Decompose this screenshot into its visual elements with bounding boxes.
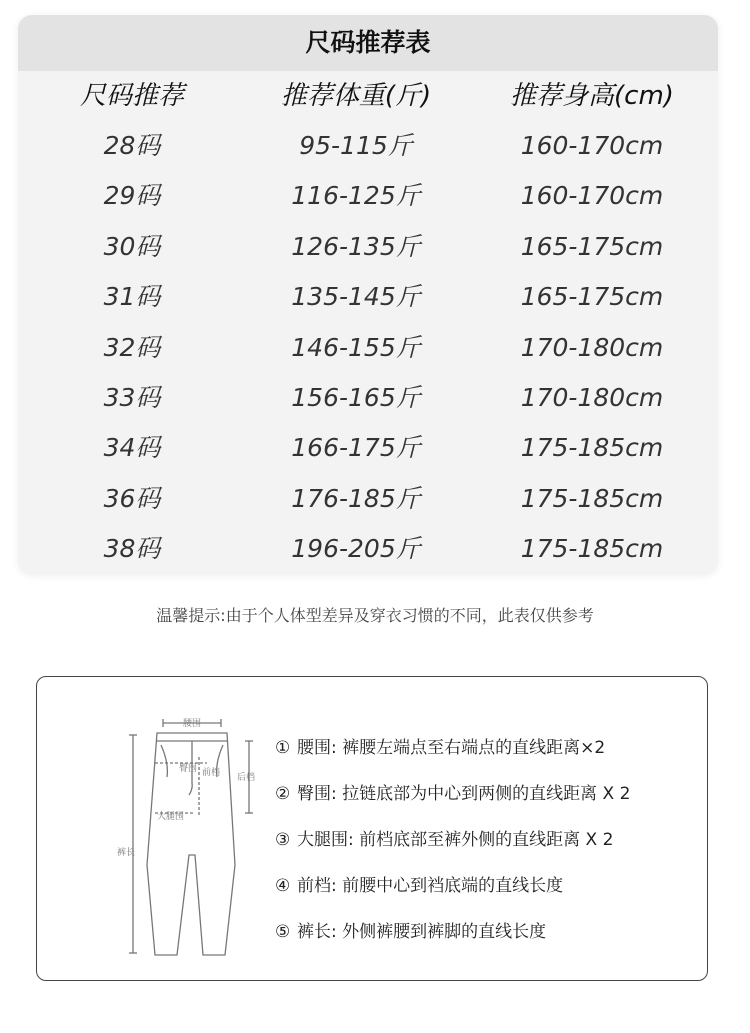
size-row <box>18 121 718 171</box>
item-number: ⑤ <box>275 922 291 942</box>
measurement-item <box>275 863 630 909</box>
size-row <box>18 423 718 473</box>
height-cell: 165-175cm <box>520 231 664 261</box>
weight-cell: 156-165斤 <box>291 382 421 412</box>
size-chart-title: 尺码推荐表 <box>18 15 718 71</box>
item-text: 腰围: 裤腰左端点至右端点的直线距离×2 <box>297 738 606 758</box>
item-number: ② <box>275 784 291 804</box>
weight-cell: 135-145斤 <box>291 282 421 312</box>
label-thigh: 大腿围 <box>157 812 185 822</box>
size-row <box>18 222 718 272</box>
item-number: ① <box>275 738 291 758</box>
height-cell: 165-175cm <box>520 282 664 312</box>
disclaimer-note: 温馨提示:由于个人体型差异及穿衣习惯的不同，此表仅供参考 <box>156 606 594 625</box>
item-text: 前档: 前腰中心到裆底端的直线长度 <box>297 876 564 896</box>
size-chart-card <box>18 15 718 575</box>
weight-cell: 146-155斤 <box>291 332 421 362</box>
label-front-rise: 前档 <box>202 768 221 778</box>
size-cell: 33码 <box>103 382 161 412</box>
height-cell: 175-185cm <box>520 433 664 463</box>
height-cell: 160-170cm <box>520 181 664 211</box>
measurement-item <box>275 725 630 771</box>
height-cell: 175-185cm <box>520 483 664 513</box>
size-row <box>18 524 718 574</box>
pants-diagram <box>77 705 267 960</box>
measurement-list <box>275 725 630 955</box>
header-size: 尺码推荐 <box>79 81 184 111</box>
height-cell: 160-170cm <box>520 131 664 160</box>
size-row <box>18 474 718 524</box>
weight-cell: 176-185斤 <box>291 483 421 513</box>
label-hip: 臀围 <box>179 764 198 774</box>
size-cell: 31码 <box>103 282 161 312</box>
size-cell: 38码 <box>103 534 161 564</box>
weight-cell: 95-115斤 <box>299 131 413 160</box>
height-cell: 170-180cm <box>520 382 664 412</box>
size-cell: 34码 <box>103 433 161 463</box>
item-text: 裤长: 外侧裤腰到裤脚的直线长度 <box>297 922 547 942</box>
size-row <box>18 272 718 322</box>
height-cell: 170-180cm <box>520 332 664 362</box>
item-text: 臀围: 拉链底部为中心到两侧的直线距离 X 2 <box>297 784 631 804</box>
measurement-guide-box <box>36 676 708 981</box>
size-cell: 36码 <box>103 483 161 513</box>
weight-cell: 116-125斤 <box>291 181 421 211</box>
size-cell: 29码 <box>103 181 161 211</box>
size-row <box>18 171 718 221</box>
column-headers <box>18 71 718 121</box>
weight-cell: 166-175斤 <box>291 433 421 463</box>
label-length: 裤长 <box>117 848 136 858</box>
label-back-rise: 后档 <box>237 773 256 783</box>
label-waist: 腰围 <box>183 719 202 729</box>
measurement-item <box>275 817 630 863</box>
header-height: 推荐身高(cm) <box>510 81 674 111</box>
size-cell: 32码 <box>103 332 161 362</box>
weight-cell: 196-205斤 <box>291 534 421 564</box>
item-number: ③ <box>275 830 291 850</box>
size-row <box>18 373 718 423</box>
header-weight: 推荐体重(斤) <box>280 81 432 111</box>
size-cell: 28码 <box>103 131 161 160</box>
height-cell: 175-185cm <box>520 534 664 564</box>
measurement-item <box>275 909 630 955</box>
size-cell: 30码 <box>103 231 161 261</box>
item-number: ④ <box>275 876 291 896</box>
size-row <box>18 323 718 373</box>
measurement-item <box>275 771 630 817</box>
item-text: 大腿围: 前档底部至裤外侧的直线距离 X 2 <box>297 830 614 850</box>
weight-cell: 126-135斤 <box>291 231 421 261</box>
size-rows <box>18 121 718 575</box>
